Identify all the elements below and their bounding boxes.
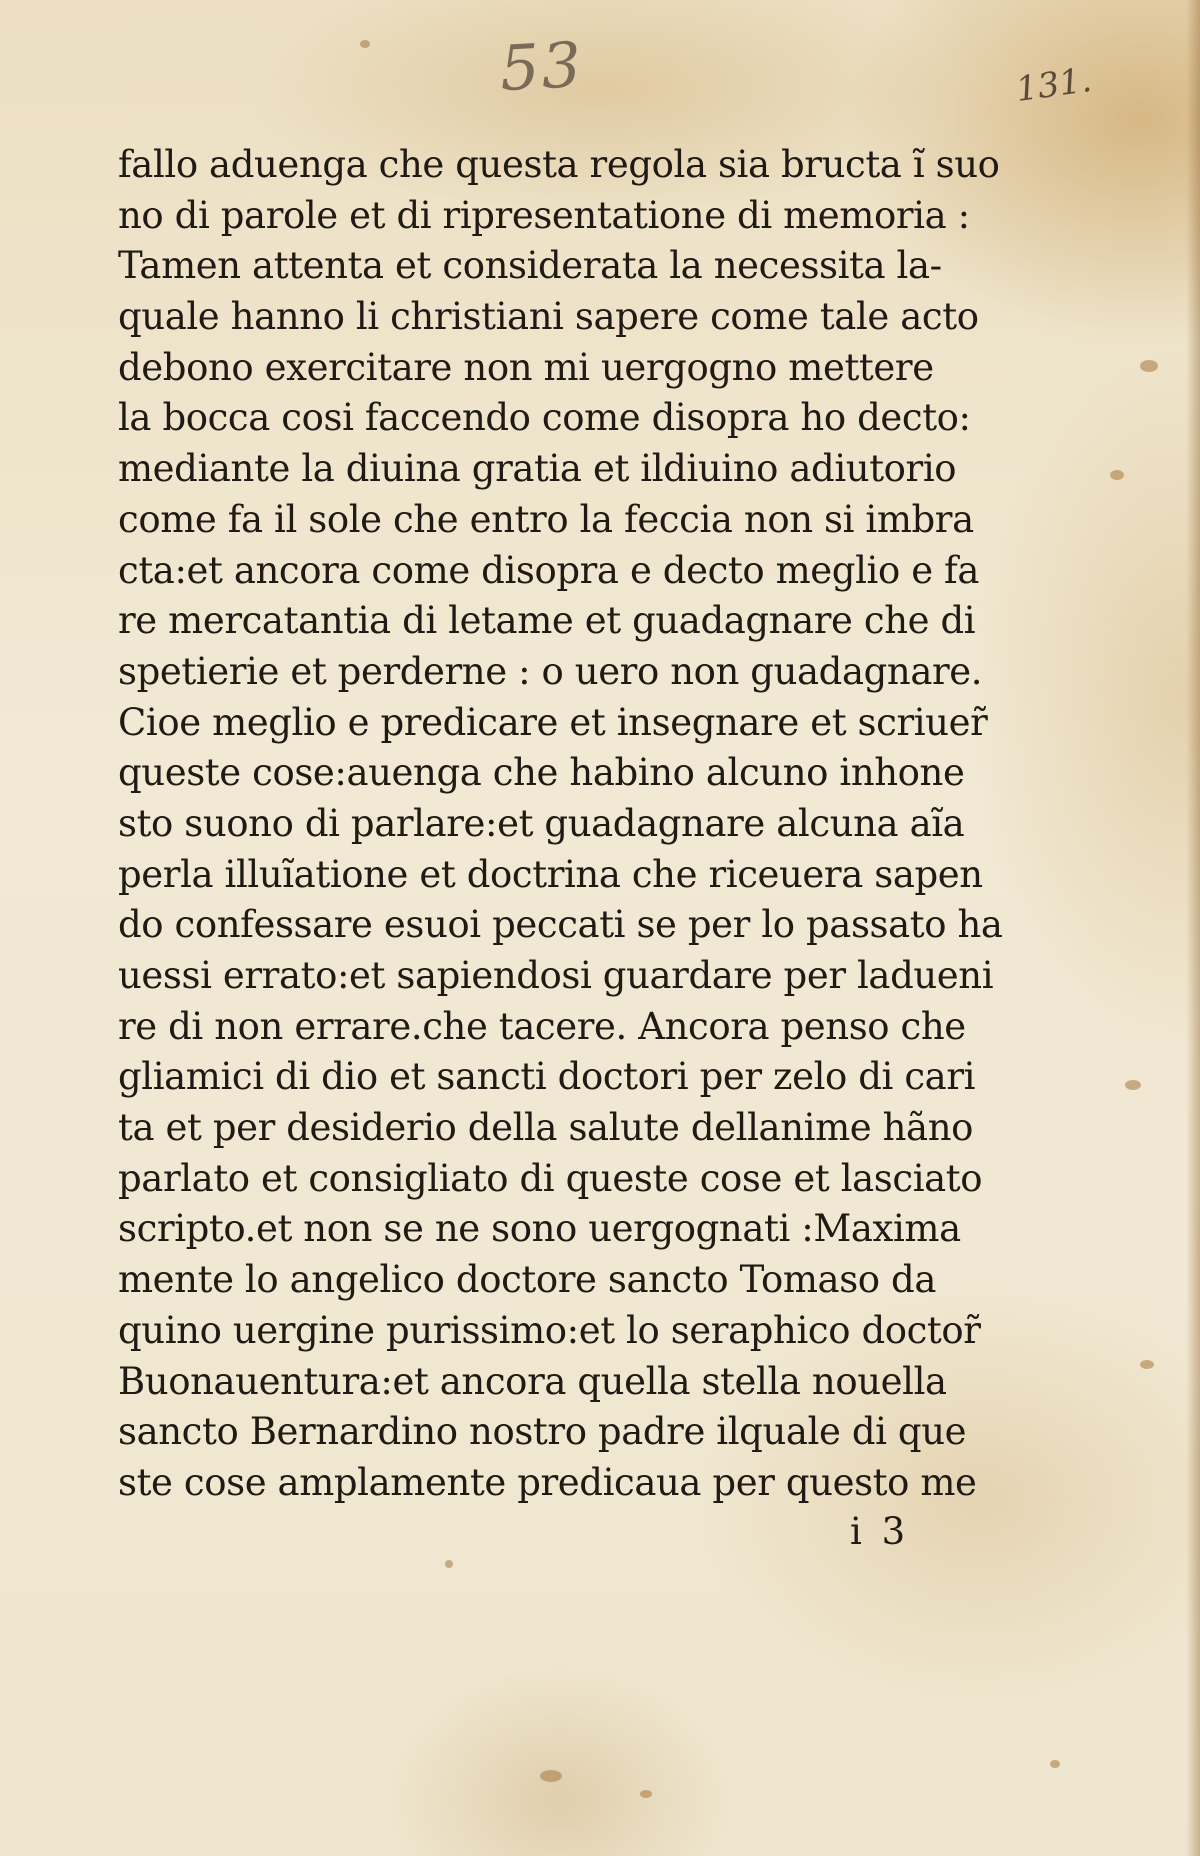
text-line: Cioe meglio e predicare et insegnare et scriuer̃ [118, 700, 988, 744]
text-line: no di parole et di ripresentatione di memoria : [118, 193, 970, 237]
text-line: come fa il sole che entro la feccia non si imbra [118, 497, 974, 541]
text-line: do confessare esuoi peccati se per lo passato ha [118, 903, 1003, 947]
text-line: ta et per desiderio della salute dellanime hãno [118, 1106, 974, 1150]
ink-stain [1110, 470, 1124, 480]
text-line: ste cose amplamente predicaua per questo me [118, 1460, 977, 1504]
ink-stain [360, 40, 370, 48]
text-line: re di non errare.che tacere. Ancora penso che [118, 1004, 966, 1048]
text-line: gliamici di dio et sancti doctori per zelo di cari [118, 1055, 976, 1099]
text-line: Buonauentura:et ancora quella stella nouella [118, 1359, 947, 1403]
signature-mark: i 3 [850, 1510, 910, 1553]
text-line: quino uergine purissimo:et lo seraphico doctor̃ [118, 1308, 981, 1352]
ink-stain [1140, 360, 1158, 372]
text-line: mediante la diuina gratia et ildiuino adiutorio [118, 447, 957, 491]
text-line: queste cose:auenga che habino alcuno inhone [118, 751, 965, 795]
page-edge-shadow [1186, 0, 1200, 1856]
ink-stain [445, 1560, 453, 1568]
text-line: parlato et consigliato di queste cose et lasciato [118, 1156, 983, 1200]
text-line: sto suono di parlare:et guadagnare alcuna aĩa [118, 801, 965, 845]
text-line: Tamen attenta et considerata la necessita la- [118, 244, 942, 288]
handwritten-corner-number: 131. [1013, 59, 1095, 111]
ink-stain [1050, 1760, 1060, 1768]
text-line: spetierie et perderne : o uero non guadagnare. [118, 649, 983, 693]
ink-stain [1125, 1080, 1141, 1090]
ink-stain [1140, 1360, 1154, 1369]
text-line: re mercatantia di letame et guadagnare che di [118, 599, 976, 643]
text-line: mente lo angelico doctore sancto Tomaso da [118, 1258, 936, 1302]
text-line: sancto Bernardino nostro padre ilquale di que [118, 1410, 967, 1454]
ink-stain [640, 1790, 652, 1798]
text-line: quale hanno li christiani sapere come tale acto [118, 295, 979, 339]
text-line: scripto.et non se ne sono uergognati :Maxima [118, 1207, 961, 1251]
text-line: fallo aduenga che questa regola sia bructa ĩ suo [118, 143, 1000, 186]
ink-stain [540, 1770, 562, 1782]
text-line: perla illuĩatione et doctrina che riceuera sapen [118, 852, 983, 896]
text-line: la bocca cosi faccendo come disopra ho decto: [118, 396, 971, 440]
handwritten-folio-number: 53 [498, 27, 585, 106]
text-line: uessi errato:et sapiendosi guardare per ladueni [118, 954, 994, 997]
text-line: debono exercitare non mi uergogno mettere [118, 345, 934, 389]
printed-text-block [118, 140, 1003, 1509]
text-line: cta:et ancora come disopra e decto meglio e fa [118, 548, 980, 592]
